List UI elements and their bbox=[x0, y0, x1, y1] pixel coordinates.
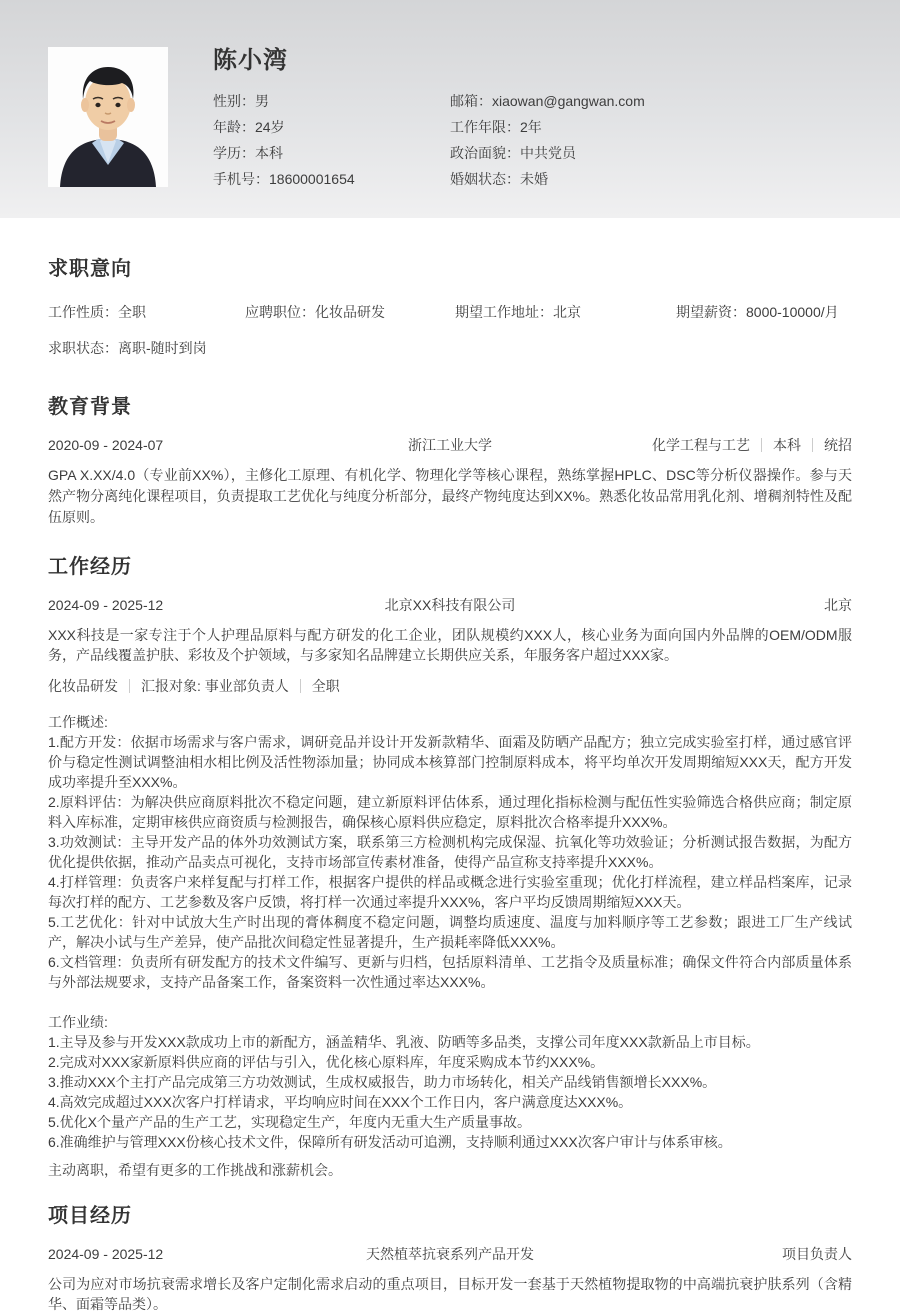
work-overview-item: 2.原料评估：为解决供应商原料批次不稳定问题，建立新原料评估体系，通过理化指标检测与配伍性实验筛选合格供应商；制定原料入库标准，定期审核供应商资质与检测报告，确保核心原料供应稳定，原料批次合格率提升XXX%。 bbox=[48, 794, 852, 830]
detail-item bbox=[213, 91, 450, 111]
detail-label: 手机号： bbox=[213, 171, 269, 187]
work-overview-item: 6.文档管理：负责所有研发配方的技术文件编写、更新与归档，包括原料清单、工艺指令及质量标准；确保文件符合内部质量体系与外部法规要求，支持产品备案工作，备案资料一次性通过率达XXX%。 bbox=[48, 954, 852, 990]
company-name: 北京XX科技有限公司 bbox=[384, 597, 516, 613]
work-achievement-item: 3.推动XXX个主打产品完成第三方功效测试，生成权威报告，助力市场转化，相关产品线销售额增长XXX%。 bbox=[48, 1074, 717, 1090]
work-achievement-item: 4.高效完成超过XXX次客户打样请求，平均响应时间在XXX个工作日内，客户满意度达XXX%。 bbox=[48, 1094, 633, 1110]
divider bbox=[300, 679, 301, 693]
detail-label: 学历： bbox=[213, 145, 255, 161]
work-experience-title: 工作经历 bbox=[48, 556, 132, 578]
divider bbox=[761, 438, 762, 452]
degree: 本科 bbox=[773, 437, 801, 453]
detail-value: 男 bbox=[255, 93, 269, 109]
intention-label: 求职状态： bbox=[48, 340, 118, 356]
education-degree-group bbox=[652, 438, 852, 453]
detail-label: 邮箱： bbox=[450, 93, 492, 109]
profile-photo-illustration bbox=[48, 47, 168, 187]
detail-value: 本科 bbox=[255, 145, 283, 161]
project-role: 项目负责人 bbox=[782, 1246, 852, 1262]
intention-item bbox=[48, 341, 852, 356]
section-project-experience bbox=[0, 1205, 900, 1314]
detail-label: 政治面貌： bbox=[450, 145, 520, 161]
job-intention-title: 求职意向 bbox=[48, 258, 132, 280]
work-overview-item: 5.工艺优化：针对中试放大生产时出现的膏体稠度不稳定问题，调整均质速度、温度与加料顺序等工艺参数；跟进工厂生产线试产，解决小试与生产差异，使产品批次间稳定性显著提升，生产损耗率降低XXX%。 bbox=[48, 914, 852, 950]
intention-value: 8000-10000/月 bbox=[746, 304, 839, 320]
leave-reason: 主动离职，希望有更多的工作挑战和涨薪机会。 bbox=[48, 1162, 342, 1178]
detail-item bbox=[213, 117, 450, 137]
intention-item bbox=[245, 305, 455, 320]
work-achievement-item: 2.完成对XXX家新原料供应商的评估与引入，优化核心原料库，年度采购成本节约XXX%。 bbox=[48, 1054, 605, 1070]
detail-item bbox=[450, 117, 852, 137]
work-achievement-item: 6.准确维护与管理XXX份核心技术文件，保障所有研发活动可追溯，支持顺利通过XXX次客户审计与体系审核。 bbox=[48, 1134, 732, 1150]
intention-label: 工作性质： bbox=[48, 304, 118, 320]
detail-item bbox=[450, 91, 852, 111]
work-achievement-item: 1.主导及参与开发XXX款成功上市的新配方，涵盖精华、乳液、防晒等多品类，支撑公司年度XXX款新品上市目标。 bbox=[48, 1034, 760, 1050]
project-description: 公司为应对市场抗衰需求增长及客户定制化需求启动的重点项目，目标开发一套基于天然植物提取物的中高端抗衰护肤系列（含精华、面霜等品类）。 bbox=[48, 1276, 852, 1312]
detail-item bbox=[450, 169, 852, 189]
education-description: GPA X.XX/4.0（专业前XX%），主修化工原理、有机化学、物理化学等核心课程，熟练掌握HPLC、DSC等分析仪器操作。参与天然产物分离纯化课程项目，负责提取工艺优化与纯度分析部分，最终产物纯度达到XX%。熟悉化妆品常用乳化剂、增稠剂特性及配伍原则。 bbox=[48, 467, 852, 525]
admission-type: 统招 bbox=[824, 437, 852, 453]
detail-item bbox=[213, 143, 450, 163]
work-overview-item: 4.打样管理：负责客户来样复配与打样工作，根据客户提供的样品或概念进行实验室重现；优化打样流程，建立样品档案库，记录每次打样的配方、工艺参数及客户反馈，将打样一次通过率提升XXX%，客户平均反馈周期缩短XXX天。 bbox=[48, 874, 852, 910]
detail-value: 18600001654 bbox=[269, 171, 355, 187]
divider bbox=[129, 679, 130, 693]
intention-item bbox=[48, 305, 245, 320]
project-meta-row bbox=[48, 1247, 852, 1262]
intention-label: 期望工作地址： bbox=[455, 304, 553, 320]
job-type: 全职 bbox=[311, 678, 340, 694]
candidate-name: 陈小湾 bbox=[213, 47, 288, 74]
project-experience-title: 项目经历 bbox=[48, 1205, 132, 1227]
company-intro: XXX科技是一家专注于个人护理品原料与配方研发的化工企业，团队规模约XXX人，核心业务为面向国内外品牌的OEM/ODM服务，产品线覆盖护肤、彩妆及个护领域，与多家知名品牌建立长期供应关系，年服务客户超过XXX家。 bbox=[48, 627, 852, 663]
work-overview-item: 3.功效测试：主导开发产品的体外功效测试方案，联系第三方检测机构完成保湿、抗氧化等功效验证；分析测试报告数据，为配方优化提供依据，推动产品卖点可视化，支持市场部宣传素材准备，使得产品宣称支持率提升XXX%。 bbox=[48, 834, 852, 870]
work-period: 2024-09 - 2025-12 bbox=[48, 597, 164, 613]
position: 化妆品研发 bbox=[48, 678, 118, 694]
detail-label: 婚姻状态： bbox=[450, 171, 520, 187]
contact-details bbox=[213, 88, 852, 192]
divider bbox=[812, 438, 813, 452]
intention-item bbox=[455, 305, 676, 320]
work-achievement-item: 5.优化X个量产产品的生产工艺，实现稳定生产，年度内无重大生产质量事故。 bbox=[48, 1114, 532, 1130]
profile-photo bbox=[48, 47, 168, 187]
job-intention-row-1 bbox=[48, 305, 852, 320]
section-education bbox=[0, 396, 900, 528]
intention-value: 化妆品研发 bbox=[315, 304, 385, 320]
work-overview-item: 1.配方开发：依据市场需求与客户需求，调研竞品并设计开发新款精华、面霜及防晒产品配方；独立完成实验室打样，通过感官评价与稳定性测试调整油相水相比例及活性物添加量；协同成本核算部门控制原料成本，将平均单次开发周期缩短XXX天，配方开发成功率提升至XXX%。 bbox=[48, 734, 852, 790]
section-job-intention bbox=[0, 258, 900, 356]
intention-value: 离职-随时到岗 bbox=[118, 340, 207, 356]
report-to: 汇报对象: 事业部负责人 bbox=[141, 678, 289, 694]
detail-value: 2年 bbox=[520, 119, 542, 135]
work-meta-row bbox=[48, 598, 852, 613]
major: 化学工程与工艺 bbox=[652, 437, 750, 453]
detail-item bbox=[213, 169, 450, 189]
intention-value: 北京 bbox=[553, 304, 581, 320]
work-achievements-heading: 工作业绩: bbox=[48, 1014, 108, 1030]
work-overview bbox=[48, 712, 852, 992]
detail-label: 年龄： bbox=[213, 119, 255, 135]
detail-label: 性别： bbox=[213, 93, 255, 109]
education-title: 教育背景 bbox=[48, 396, 132, 418]
detail-value: 24岁 bbox=[255, 119, 285, 135]
intention-label: 应聘职位： bbox=[245, 304, 315, 320]
intention-item bbox=[676, 305, 852, 320]
section-work-experience bbox=[0, 556, 900, 1180]
detail-value: 未婚 bbox=[520, 171, 548, 187]
school-name: 浙江工业大学 bbox=[408, 437, 492, 453]
intention-label: 期望薪资： bbox=[676, 304, 746, 320]
work-location: 北京 bbox=[824, 597, 852, 613]
education-period: 2020-09 - 2024-07 bbox=[48, 437, 164, 453]
education-meta-row bbox=[48, 438, 852, 453]
intention-value: 全职 bbox=[118, 304, 146, 320]
work-overview-heading: 工作概述: bbox=[48, 714, 108, 730]
detail-value: 中共党员 bbox=[520, 145, 576, 161]
job-intention-row-2 bbox=[48, 341, 852, 356]
project-period: 2024-09 - 2025-12 bbox=[48, 1246, 164, 1262]
project-name: 天然植萃抗衰系列产品开发 bbox=[366, 1246, 534, 1262]
detail-item bbox=[450, 143, 852, 163]
header-info bbox=[213, 47, 852, 192]
position-row bbox=[48, 679, 852, 694]
work-achievements bbox=[48, 1012, 852, 1152]
detail-label: 工作年限： bbox=[450, 119, 520, 135]
detail-value: xiaowan@gangwan.com bbox=[492, 93, 645, 109]
resume-header bbox=[0, 0, 900, 218]
